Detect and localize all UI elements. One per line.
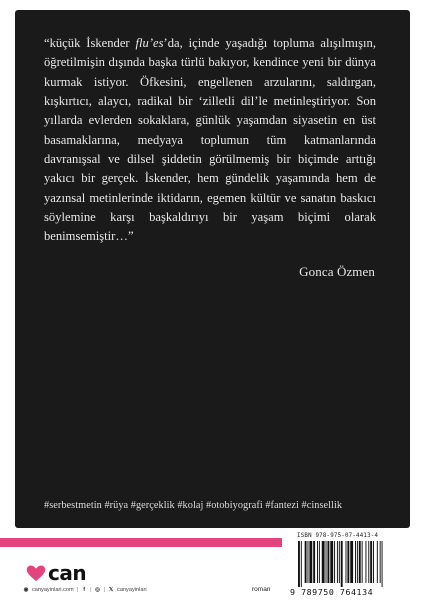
barcode-bar [380, 541, 381, 583]
barcode-bar [377, 541, 378, 583]
genre-label: roman [252, 586, 271, 593]
barcode-bar [350, 541, 353, 583]
publisher-logo [26, 561, 87, 585]
publisher-social-handle[interactable]: canyayinlari [117, 587, 147, 593]
pink-accent-bar [0, 538, 282, 547]
barcode-bar [373, 541, 374, 583]
barcode-bar [362, 541, 363, 583]
barcode-bar [326, 541, 327, 583]
barcode-bar [305, 541, 307, 583]
isbn-barcode [296, 541, 408, 587]
book-title-italic: flu’es [135, 36, 164, 50]
blurb-paragraph [44, 34, 376, 247]
barcode-bar [370, 541, 372, 583]
barcode-bar [357, 541, 358, 583]
publisher-contact-line [23, 587, 147, 593]
barcode-bar [347, 541, 349, 583]
barcode-bar [308, 541, 309, 583]
globe-icon: ◉ [23, 587, 29, 593]
barcode-bar [346, 541, 347, 583]
publisher-logo-text: can [48, 561, 87, 585]
barcode-bar [365, 541, 366, 583]
barcode-bar [368, 541, 369, 583]
barcode-bar [319, 541, 320, 583]
blurb-open: “küçük İskender [44, 36, 136, 50]
isbn-label: ISBN 978-975-07-4413-4 [297, 533, 379, 539]
hashtag-line: #serbestmetin #rüya #gerçeklik #kolaj #otobiyografi #fantezi #cinsellik [44, 500, 343, 511]
barcode-bar [382, 541, 383, 587]
barcode-bar [309, 541, 312, 583]
barcode-bar [298, 541, 300, 587]
barcode-bar [313, 541, 315, 583]
barcode-bar [339, 541, 340, 583]
divider: | [90, 587, 92, 593]
barcode-digits: 9 789750 764134 [290, 587, 374, 597]
barcode-bar [301, 541, 302, 587]
quote-author: Gonca Özmen [299, 264, 375, 279]
blurb-quote [44, 34, 376, 247]
facebook-icon[interactable]: f [83, 587, 86, 593]
blurb-body: ’da, içinde yaşadığı topluma alışılmışın, öğretilmişin dışında başka türlü bakıyor, kendince yeni bir dünya kurmak istiyor. Öfkesini, engellenen arzularını, saldırgan, kışkırtıcı, alaycı, radikal bir ‘zilletli dil’le metinleştiriyor. Son yıllarda evlerden sokaklara, günlük yaşamdan siyasetin en üst basamaklarına, medyaya toplumun tüm katmanlarında davranışsal ve dilsel şiddetin görülmemiş bir biçimde arttığı yakıcı bir gerçek. İskender, hem gündelik yaşamında hem de yazınsal metinlerinde iktidarın, egemen kültür ve sanatın baskıcı söylemine karşı başkaldırıyı bir yaşam biçimi olarak benimsemiştir…” [44, 36, 376, 244]
publisher-website[interactable]: canyayinlari.com [32, 587, 74, 593]
divider: | [76, 587, 79, 593]
barcode-bar [337, 541, 338, 583]
barcode-bar [317, 541, 318, 583]
barcode-bar [322, 541, 325, 583]
barcode-bar [341, 541, 343, 587]
barcode-bar [327, 541, 329, 583]
barcode-bar [355, 541, 356, 583]
heart-icon [26, 565, 46, 582]
instagram-icon[interactable]: ◎ [95, 587, 100, 593]
barcode-bar [330, 541, 333, 583]
divider: | [103, 587, 106, 593]
x-twitter-icon[interactable]: 𝕏 [108, 587, 114, 593]
barcode-bar [334, 541, 335, 583]
barcode-bar [359, 541, 361, 583]
